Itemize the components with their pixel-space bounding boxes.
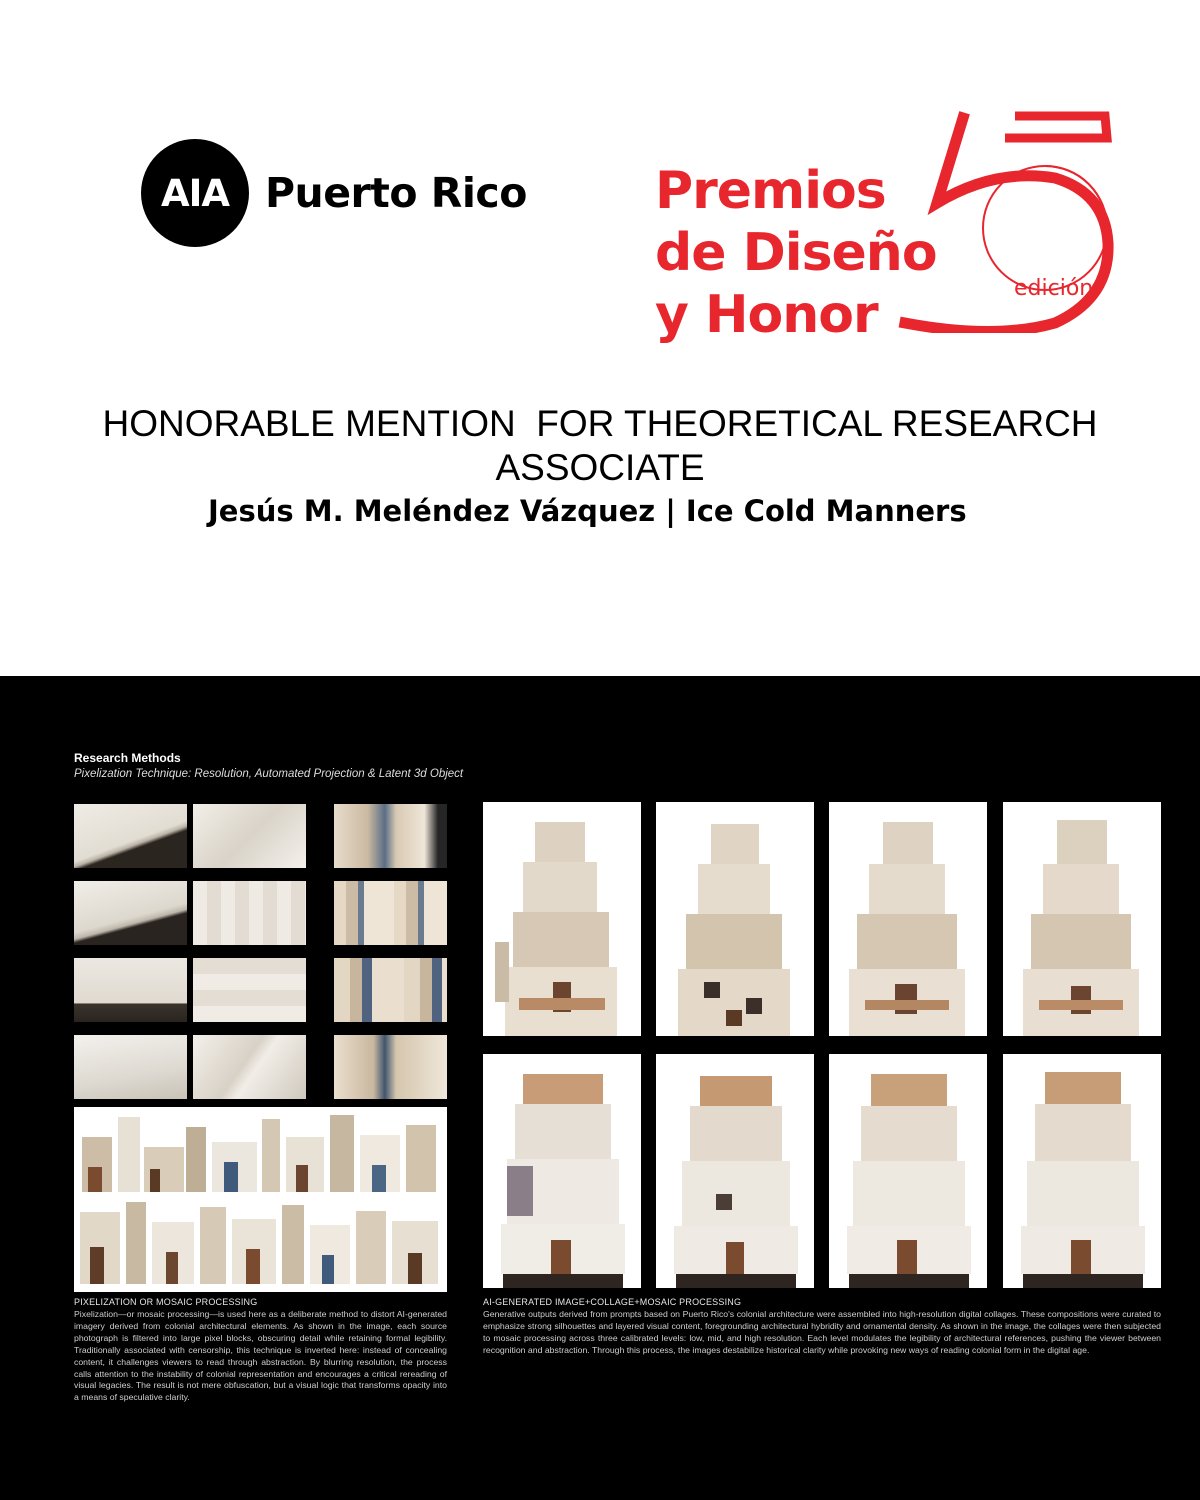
facade-illustration — [1003, 802, 1161, 1036]
right-caption-body: Generative outputs derived from prompts based on Puerto Rico's colonial architecture were assembled into high-resolution digital collages. These compositions were curated to emphasize strong silhouettes and layered visual content, foregrounding architectural hybridity and ornamental density. As shown in the image, the collages were then subjected to mosaic processing across three calibrated levels: low, mid, and high resolution. Each level modulates the legibility of architectural references, pushing the viewer between recognition and abstraction. Through this process, the images destabilize historical clarity while provoking new ways of reading colonial form in the digital age. — [483, 1309, 1161, 1355]
aia-logo-name: Puerto Rico — [265, 169, 527, 217]
facade-illustration — [656, 1054, 814, 1288]
board-subtitle: Pixelization Technique: Resolution, Automated Projection & Latent 3d Object — [74, 768, 464, 780]
collage-illustration — [74, 1107, 447, 1292]
pixelated-facade-card — [1003, 1054, 1161, 1288]
architecture-collage — [74, 1107, 447, 1292]
pixel-tile — [334, 804, 447, 868]
pixelated-facade-card — [656, 802, 814, 1036]
pixelated-facade-card — [829, 1054, 987, 1288]
pixel-tile — [334, 1035, 447, 1099]
pixel-tile — [193, 958, 306, 1022]
pixel-tile — [193, 804, 306, 868]
facade-illustration — [483, 1054, 641, 1288]
facade-illustration — [829, 1054, 987, 1288]
left-caption-body: Pixelization—or mosaic processing—is used here as a deliberate method to distort AI-generated imagery derived from colonial architectural elements. As shown in the image, each source photograph is filtered into large pixel blocks, obscuring detail while retaining formal legibility. Traditionally associated with censorship, this technique is inverted here: instead of concealing content, it challenges viewers to read through abstraction. By blurring resolution, the process calls attention to the instability of colonial representation and encourages a critical rereading of visual legacies. The result is not mere obfuscation, but a visual logic that transforms opacity into a means of speculative clarity. — [74, 1309, 447, 1403]
facade-illustration — [829, 802, 987, 1036]
pixelated-facade-card — [483, 802, 641, 1036]
edition-label: edición — [1014, 276, 1094, 301]
premios-line-2: de Diseño — [655, 223, 937, 283]
award-category: ASSOCIATE — [495, 447, 705, 488]
research-board — [0, 676, 1200, 1500]
pixel-tile — [74, 958, 187, 1022]
pixel-tile — [334, 958, 447, 1022]
aia-logo-mark: AIA — [141, 139, 249, 247]
award-header — [0, 0, 1200, 676]
board-title: Research Methods — [74, 751, 181, 765]
premios-line-3: y Honor — [655, 285, 878, 345]
right-caption-heading: AI-GENERATED IMAGE+COLLAGE+MOSAIC PROCESSING — [483, 1297, 742, 1307]
pixelated-facade-card — [656, 1054, 814, 1288]
pixel-tile — [74, 804, 187, 868]
pixelated-facade-card — [1003, 802, 1161, 1036]
aia-puerto-rico-logo — [141, 139, 527, 247]
author-credit: Jesús M. Meléndez Vázquez | Ice Cold Manners — [208, 494, 967, 528]
pixelated-facade-card — [483, 1054, 641, 1288]
pixelization-grid — [74, 804, 447, 1098]
premios-logo — [655, 160, 937, 346]
award-title: HONORABLE MENTION FOR THEORETICAL RESEARCH — [102, 403, 1098, 444]
facade-illustration — [483, 802, 641, 1036]
pixelated-facade-card — [829, 802, 987, 1036]
pixel-tile — [193, 881, 306, 945]
facade-illustration — [1003, 1054, 1161, 1288]
left-caption-heading: PIXELIZATION OR MOSAIC PROCESSING — [74, 1297, 258, 1307]
pixel-tile — [193, 1035, 306, 1099]
pixel-tile — [74, 1035, 187, 1099]
facade-illustration — [656, 802, 814, 1036]
pixel-tile — [334, 881, 447, 945]
pixel-tile — [74, 881, 187, 945]
premios-line-1: Premios — [655, 161, 886, 221]
